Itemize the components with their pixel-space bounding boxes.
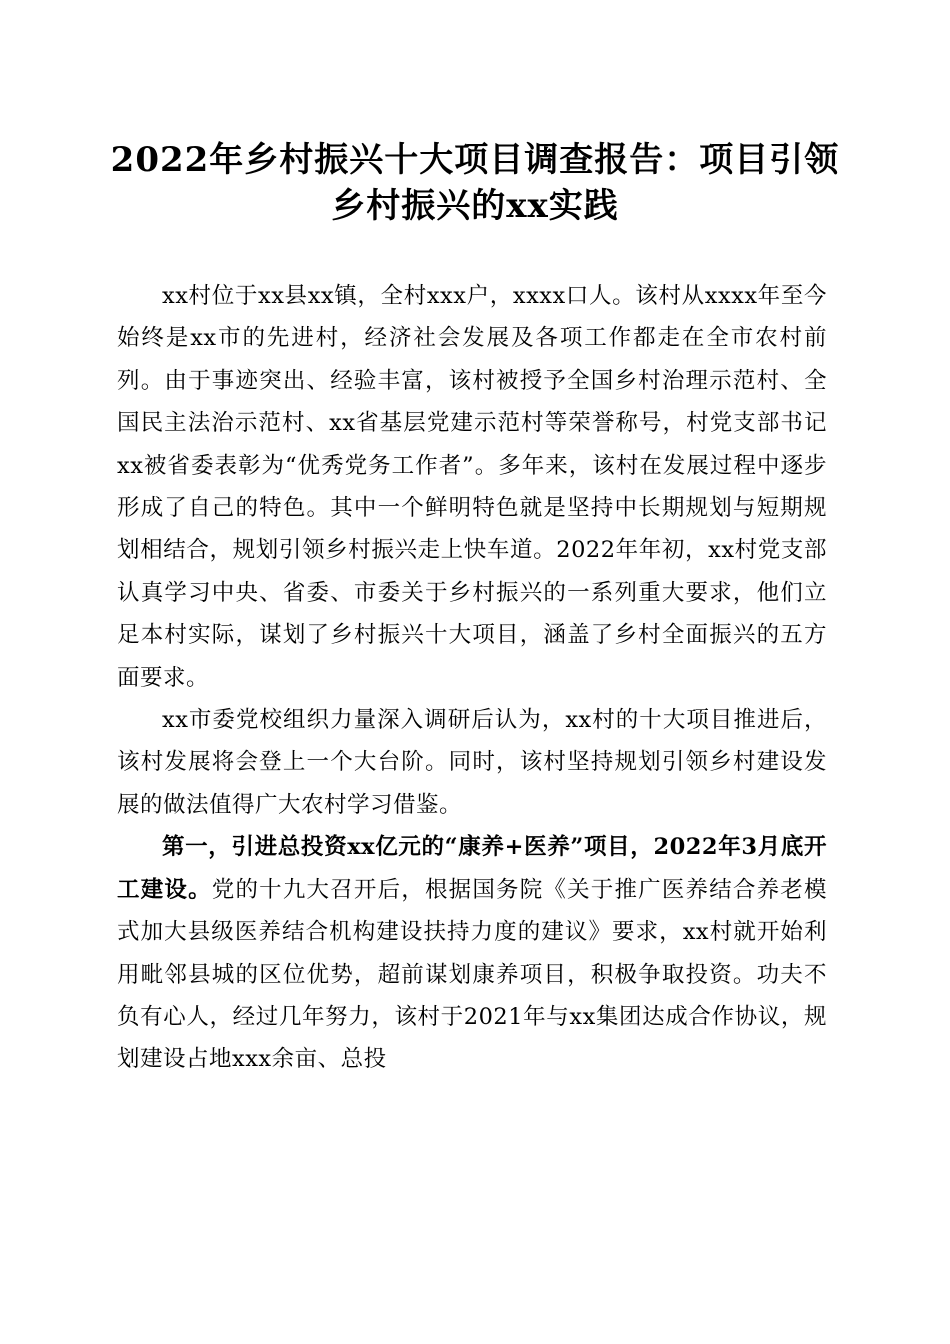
document-body [117, 275, 827, 1081]
paragraph-intro [117, 275, 827, 699]
paragraph-research-conclusion [117, 699, 827, 826]
paragraph-research-conclusion-text: xx市委党校组织力量深入调研后认为，xx村的十大项目推进后，该村发展将会登上一个大台阶。同时，该村坚持规划引领乡村建设发展的做法值得广大农村学习借鉴。 [117, 707, 827, 818]
paragraph-project-one [117, 826, 827, 1080]
document-title: 2022年乡村振兴十大项目调查报告：项目引领乡村振兴的xx实践 [110, 140, 840, 226]
paragraph-intro-text: xx村位于xx县xx镇，全村xxx户，xxxx口人。该村从xxxx年至今始终是xx市的先进村，经济社会发展及各项工作都走在全市农村前列。由于事迹突出、经验丰富，该村被授予全国乡村治理示范村、全国民主法治示范村、xx省基层党建示范村等荣誉称号，村党支部书记xx被省委表彰为“优秀党务工作者”。多年来，该村在发展过程中逐步形成了自己的特色。其中一个鲜明特色就是坚持中长期规划与短期规划相结合，规划引领乡村振兴走上快车道。2022年年初，xx村党支部认真学习中央、省委、市委关于乡村振兴的一系列重大要求，他们立足本村实际，谋划了乡村振兴十大项目，涵盖了乡村全面振兴的五方面要求。 [117, 283, 827, 691]
paragraph-project-one-text: 党的十九大召开后，根据国务院《关于推广医养结合养老模式加大县级医养结合机构建设扶持力度的建议》要求，xx村就开始利用毗邻县城的区位优势，超前谋划康养项目，积极争取投资。功夫不负有心人，经过几年努力，该村于2021年与xx集团达成合作协议，规划建设占地xxx余亩、总投 [117, 876, 827, 1073]
paragraph-project-one-lead: 第一，引进总投资xx亿元的“康养+医养”项目，2022年3月底开工建设。 [117, 834, 827, 903]
